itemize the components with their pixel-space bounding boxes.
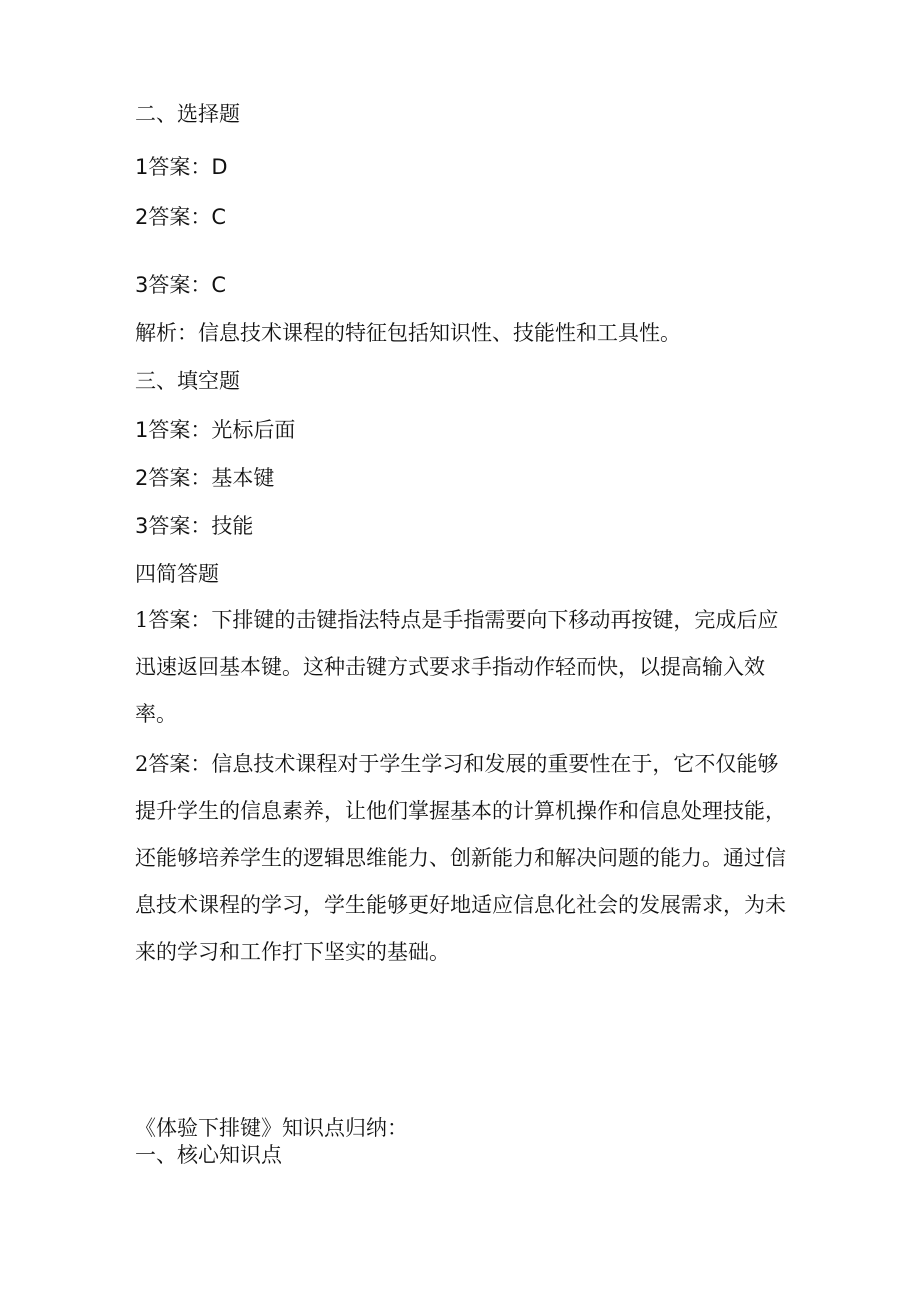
short-answer-1: 1答案：下排键的击键指法特点是手指需要向下移动再按键，完成后应迅速返回基本键。这种击键方式要求手指动作轻而快，以提高输入效率。: [135, 608, 779, 726]
fill-answer-3: 3答案：技能: [135, 514, 254, 538]
short-answer-2: 2答案：信息技术课程对于学生学习和发展的重要性在于，它不仅能够提升学生的信息素养，让他们掌握基本的计算机操作和信息处理技能，还能够培养学生的逻辑思维能力、创新能力和解决问题的能力。通过信息技术课程的学习，学生能够更好地适应信息化社会的发展需求，为未来的学习和工作打下坚实的基础。: [135, 752, 786, 964]
choice-answer-1: 1答案：D: [135, 155, 228, 179]
section-heading-short-answer: 四简答题: [135, 562, 219, 586]
fill-answer-2: 2答案：基本键: [135, 466, 275, 490]
choice-answer-2: 2答案：C: [135, 205, 227, 229]
summary-title: 《体验下排键》知识点归纳：: [135, 1116, 408, 1140]
section-heading-choice: 二、选择题: [135, 102, 240, 126]
choice-analysis: 解析：信息技术课程的特征包括知识性、技能性和工具性。: [135, 321, 681, 345]
choice-answer-3: 3答案：C: [135, 273, 227, 297]
summary-section-heading-core: 一、核心知识点: [135, 1143, 282, 1167]
fill-answer-1: 1答案：光标后面: [135, 418, 296, 442]
section-heading-fill-blank: 三、填空题: [135, 369, 240, 393]
